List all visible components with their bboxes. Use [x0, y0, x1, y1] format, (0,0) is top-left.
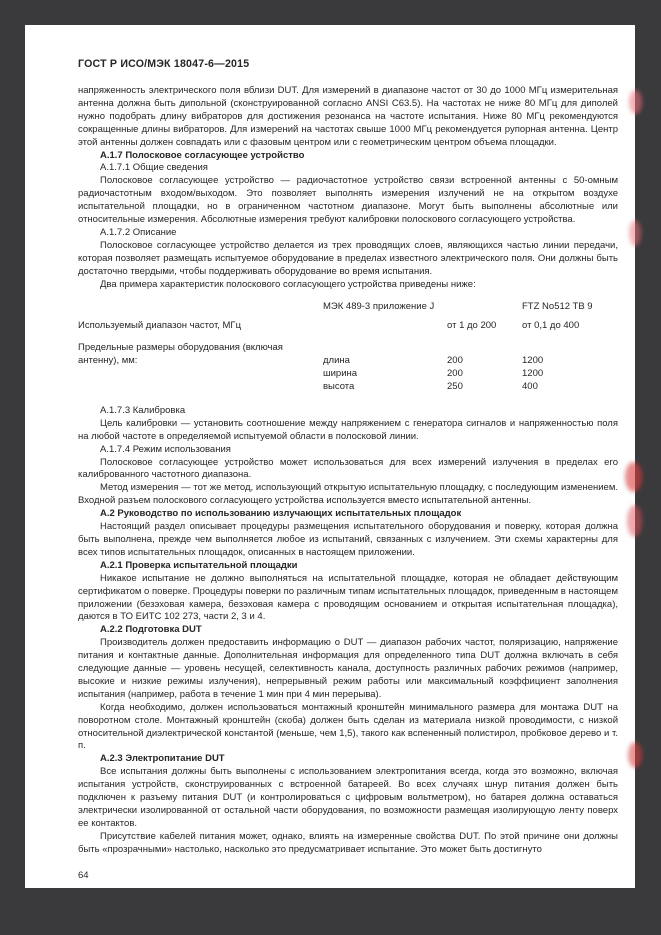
table-row	[78, 320, 618, 333]
table-row	[78, 342, 618, 394]
paragraph: Полосковое согласующее устройство — радиочастотное устройство связи встроенной антенны с 50-омным радиочастотным входом/выходом. Это позволяет выполнять измерения излучений не на открытом воздухе испытательной площадки, но в ограниченном частотном диапазоне. Могут быть выполнены абсолютные или относительные измерения. Абсолютные измерения требуют калибровки полоскового согласующего устройства.	[78, 175, 618, 226]
cell-value: 400	[522, 381, 538, 393]
paragraph: Полосковое согласующее устройство может использоваться для всех измерений излучения в пределах его калиброванного частотного диапазона.	[78, 456, 618, 481]
dimension-name: ширина	[323, 368, 358, 380]
heading-a-2-1: А.2.1 Проверка испытательной площадки	[100, 559, 298, 571]
paragraph: Настоящий раздел описывает процедуры размещения испытательного оборудования и поверку, которая должна быть выполнена, прежде чем выполняется любое из испытаний, связанных с излучением. Эти схемы характерны для всех типов испытательных площадок, описанных в настоящем приложении.	[78, 521, 618, 558]
table-row	[323, 355, 618, 368]
paragraph: напряженность электрического поля вблизи DUT. Для измерений в диапазоне частот от 30 до 1000 МГц измерительная антенна должна быть дипольной (сконструированной согласно ANSI C63.5). На частотах не ниже 80 МГц для диполей нужно подобрать длину вибраторов для достижения резонанса на частоте испытания. Ниже 80 МГц рекомендуются сокращенные длины вибраторов. Для измерений на частотах свыше 1000 МГц рекомендуется рупорная антенна. Центр этой антенны должен совпадать или с фазовым центром или с геометрическим центром объема площадки.	[78, 85, 618, 148]
heading-a-2-2: А.2.2 Подготовка DUT	[100, 624, 202, 636]
heading-a-2: А.2 Руководство по использованию излучающих испытательных площадок	[100, 508, 462, 520]
paragraph: Присутствие кабелей питания может, однако, влиять на измеренные свойства DUT. По этой причине они должны быть «прозрачными» настолько, насколько это предусматривает испытание. Это может быть достигнуто	[78, 830, 618, 855]
heading-a-1-7-1: А.1.7.1 Общие сведения	[100, 162, 208, 174]
heading-a-1-7: А.1.7 Полосковое согласующее устройство	[100, 149, 305, 161]
paper-sheet	[25, 25, 635, 888]
row-label: Используемый диапазон частот, МГц	[78, 320, 242, 332]
paragraph: Два примера характеристик полоскового согласующего устройства приведены ниже:	[100, 278, 476, 290]
dimension-name: длина	[323, 355, 350, 367]
paragraph: Цель калибровки — установить соотношение между напряжением с генератора сигналов и напряженностью поля на любой частоте в определяемой испытуемой области в полосковой линии.	[78, 417, 618, 442]
comparison-table	[78, 301, 618, 394]
heading-a-1-7-4: А.1.7.4 Режим использования	[100, 443, 231, 455]
table-cell-empty	[78, 301, 323, 314]
row-label: Предельные размеры оборудования (включая антенну), мм:	[78, 342, 283, 367]
paragraph: Производитель должен предоставить информацию о DUT — диапазон рабочих частот, поляризацию, напряжение питания и контактные данные. Дополнительная информация для определенного типа DUT должна включать в себя следующие данные — уровень несущей, селективность канала, доступность различных рабочих режимов (например, высокие и низкие режимы излучения), непрерывный режим работы или максимальный коэффициент заполнения испытания (например, работа в течение 1 мин при 4 мин перерыва).	[78, 637, 618, 700]
cell-value: от 1 до 200	[447, 320, 497, 332]
doc-body	[78, 85, 618, 857]
cell-value: 1200	[522, 355, 544, 367]
cell-value: от 0,1 до 400	[522, 320, 580, 332]
table-col-header-2: FTZ No512 TB 9	[522, 300, 593, 312]
heading-a-2-3: А.2.3 Электропитание DUT	[100, 753, 225, 765]
paragraph: Все испытания должны быть выполнены с использованием электропитания всегда, когда это возможно, включая испытания устройств, сконструированных с встроенной батареей. Во всех случаях шнур питания должен быть подключен к разъему питания DUT (и контролироваться с цифровым вольтметром), но батарея должна оставаться электрически изолированной от остальной части оборудования, по возможности размещая изолирующую ленту поверх ее контактов.	[78, 766, 618, 829]
heading-a-1-7-2: А.1.7.2 Описание	[100, 226, 177, 238]
table-cell-empty	[323, 320, 447, 333]
paragraph: Полосковое согласующее устройство делается из трех проводящих слоев, являющихся частью линии передачи, которая позволяет размещать испытуемое оборудование в пределах известного электрического поля. Они должны быть достаточно твердыми, чтобы поддерживать оборудование во время испытания.	[78, 239, 618, 277]
cell-value: 250	[447, 381, 463, 393]
cell-value: 200	[447, 368, 463, 380]
table-col-header-1: МЭК 489-3 приложение J	[323, 300, 435, 312]
dimension-rows	[323, 342, 618, 394]
table-row	[323, 381, 618, 394]
table-row	[323, 368, 618, 381]
page-number: 64	[78, 869, 89, 881]
cell-value: 1200	[522, 368, 544, 380]
paragraph: Метод измерения — тот же метод, использующий открытую испытательную площадку, с последующим изменением. Входной разъем полоскового согласующего устройства используется вместо испытательной антенны.	[78, 482, 618, 507]
dimension-name: высота	[323, 381, 355, 393]
paragraph: Когда необходимо, должен использоваться монтажный кронштейн минимального размера для монтажа DUT на поворотном столе. Монтажный кронштейн (скоба) должен быть сделан из материала низкой проводимости, с низкой относительной диэлектрической константой (меньше, чем 1,5), такого как вспененный полистирол, пробковое дерево и т. п.	[78, 701, 618, 752]
cell-value: 200	[447, 355, 463, 367]
table-header-row	[78, 301, 618, 314]
paragraph: Никакое испытание не должно выполняться на испытательной площадке, которая не обладает действующим сертификатом о поверке. Процедуры поверки по различным типам испытательных площадок, приведенным в настоящем приложении (безэховая камера, безэховая камера с проводящим основанием и открытая испытательная площадка), даются в ТО ЕИТС 102 273, части 2, 3 и 4.	[78, 572, 618, 623]
heading-a-1-7-3: А.1.7.3 Калибровка	[100, 404, 186, 416]
doc-header: ГОСТ Р ИСО/МЭК 18047-6—2015	[78, 58, 250, 70]
